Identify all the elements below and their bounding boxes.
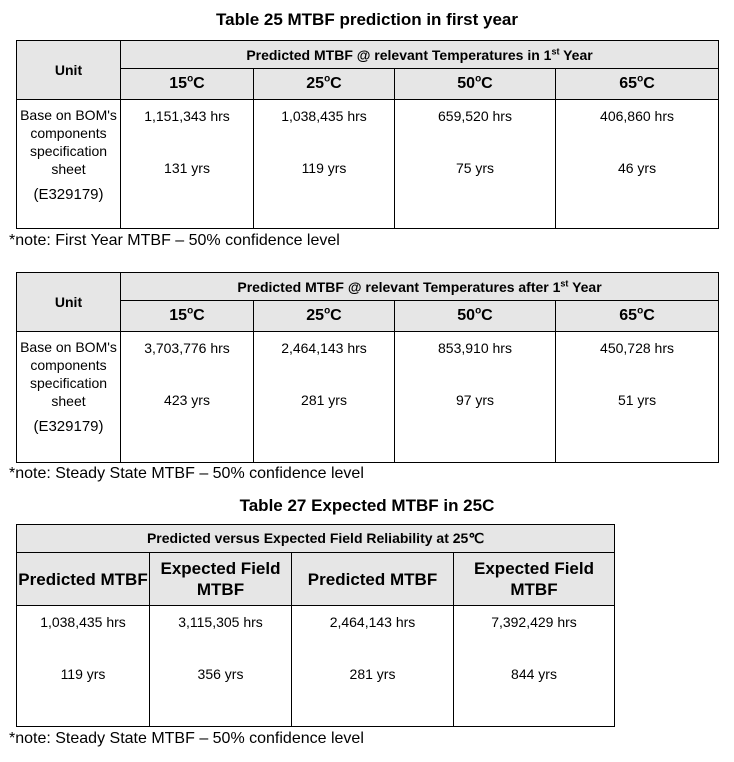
unit-description: Base on BOM's components specification sheet <box>20 107 117 177</box>
table25-title: Table 25 MTBF prediction in first year <box>216 10 518 29</box>
value-cell-65: 450,728 hrs 51 yrs <box>556 332 719 463</box>
table25-note: *note: First Year MTBF – 50% confidence level <box>9 232 340 249</box>
column-header-expected-field-mtbf-2: Expected Field MTBF <box>454 553 615 606</box>
unit-code: (E329179) <box>33 186 104 203</box>
value-cell-predicted-2: 2,464,143 hrs 281 yrs <box>292 606 454 727</box>
temp-header-25: 25$^o$C <box>254 69 395 100</box>
unit-description: Base on BOM's components specification sheet <box>20 339 117 409</box>
temperature-span-header: Predicted MTBF @ relevant Temperatures after 1st Year <box>121 273 719 301</box>
temp-header-50: 50$^o$C <box>395 301 556 332</box>
column-header-predicted-mtbf: Predicted MTBF <box>17 553 150 606</box>
value-cell-65: 406,860 hrs 46 yrs <box>556 100 719 229</box>
table27-note: *note: Steady State MTBF – 50% confidence level <box>9 730 364 747</box>
unit-header: Unit <box>17 273 121 332</box>
temperature-span-header: Predicted MTBF @ relevant Temperatures in 1st Year <box>121 41 719 69</box>
unit-header: Unit <box>17 41 121 100</box>
table26 <box>16 272 719 463</box>
column-header-expected-field-mtbf: Expected Field MTBF <box>150 553 292 606</box>
temp-header-65: 65$^o$C <box>556 69 719 100</box>
temp-header-15: 15$^o$C <box>121 69 254 100</box>
value-cell-expected-2: 7,392,429 hrs 844 yrs <box>454 606 615 727</box>
temp-header-50: 50$^o$C <box>395 69 556 100</box>
unit-code: (E329179) <box>33 418 104 435</box>
temp-header-65: 65$^o$C <box>556 301 719 332</box>
value-cell-25: 2,464,143 hrs 281 yrs <box>254 332 395 463</box>
value-cell-predicted-1: 1,038,435 hrs 119 yrs <box>17 606 150 727</box>
unit-description-cell <box>17 332 121 463</box>
table25 <box>16 40 719 229</box>
table26-note: *note: Steady State MTBF – 50% confidence level <box>9 465 364 482</box>
temp-header-15: 15$^o$C <box>121 301 254 332</box>
value-cell-expected-1: 3,115,305 hrs 356 yrs <box>150 606 292 727</box>
value-cell-15: 1,151,343 hrs 131 yrs <box>121 100 254 229</box>
value-cell-15: 3,703,776 hrs 423 yrs <box>121 332 254 463</box>
temp-header-25: 25$^o$C <box>254 301 395 332</box>
reliability-span-header: Predicted versus Expected Field Reliability at 25℃ <box>17 525 615 553</box>
value-cell-50: 853,910 hrs 97 yrs <box>395 332 556 463</box>
table27 <box>16 524 615 727</box>
column-header-predicted-mtbf-2: Predicted MTBF <box>292 553 454 606</box>
unit-description-cell <box>17 100 121 229</box>
value-cell-25: 1,038,435 hrs 119 yrs <box>254 100 395 229</box>
table27-title: Table 27 Expected MTBF in 25C <box>239 496 495 515</box>
value-cell-50: 659,520 hrs 75 yrs <box>395 100 556 229</box>
